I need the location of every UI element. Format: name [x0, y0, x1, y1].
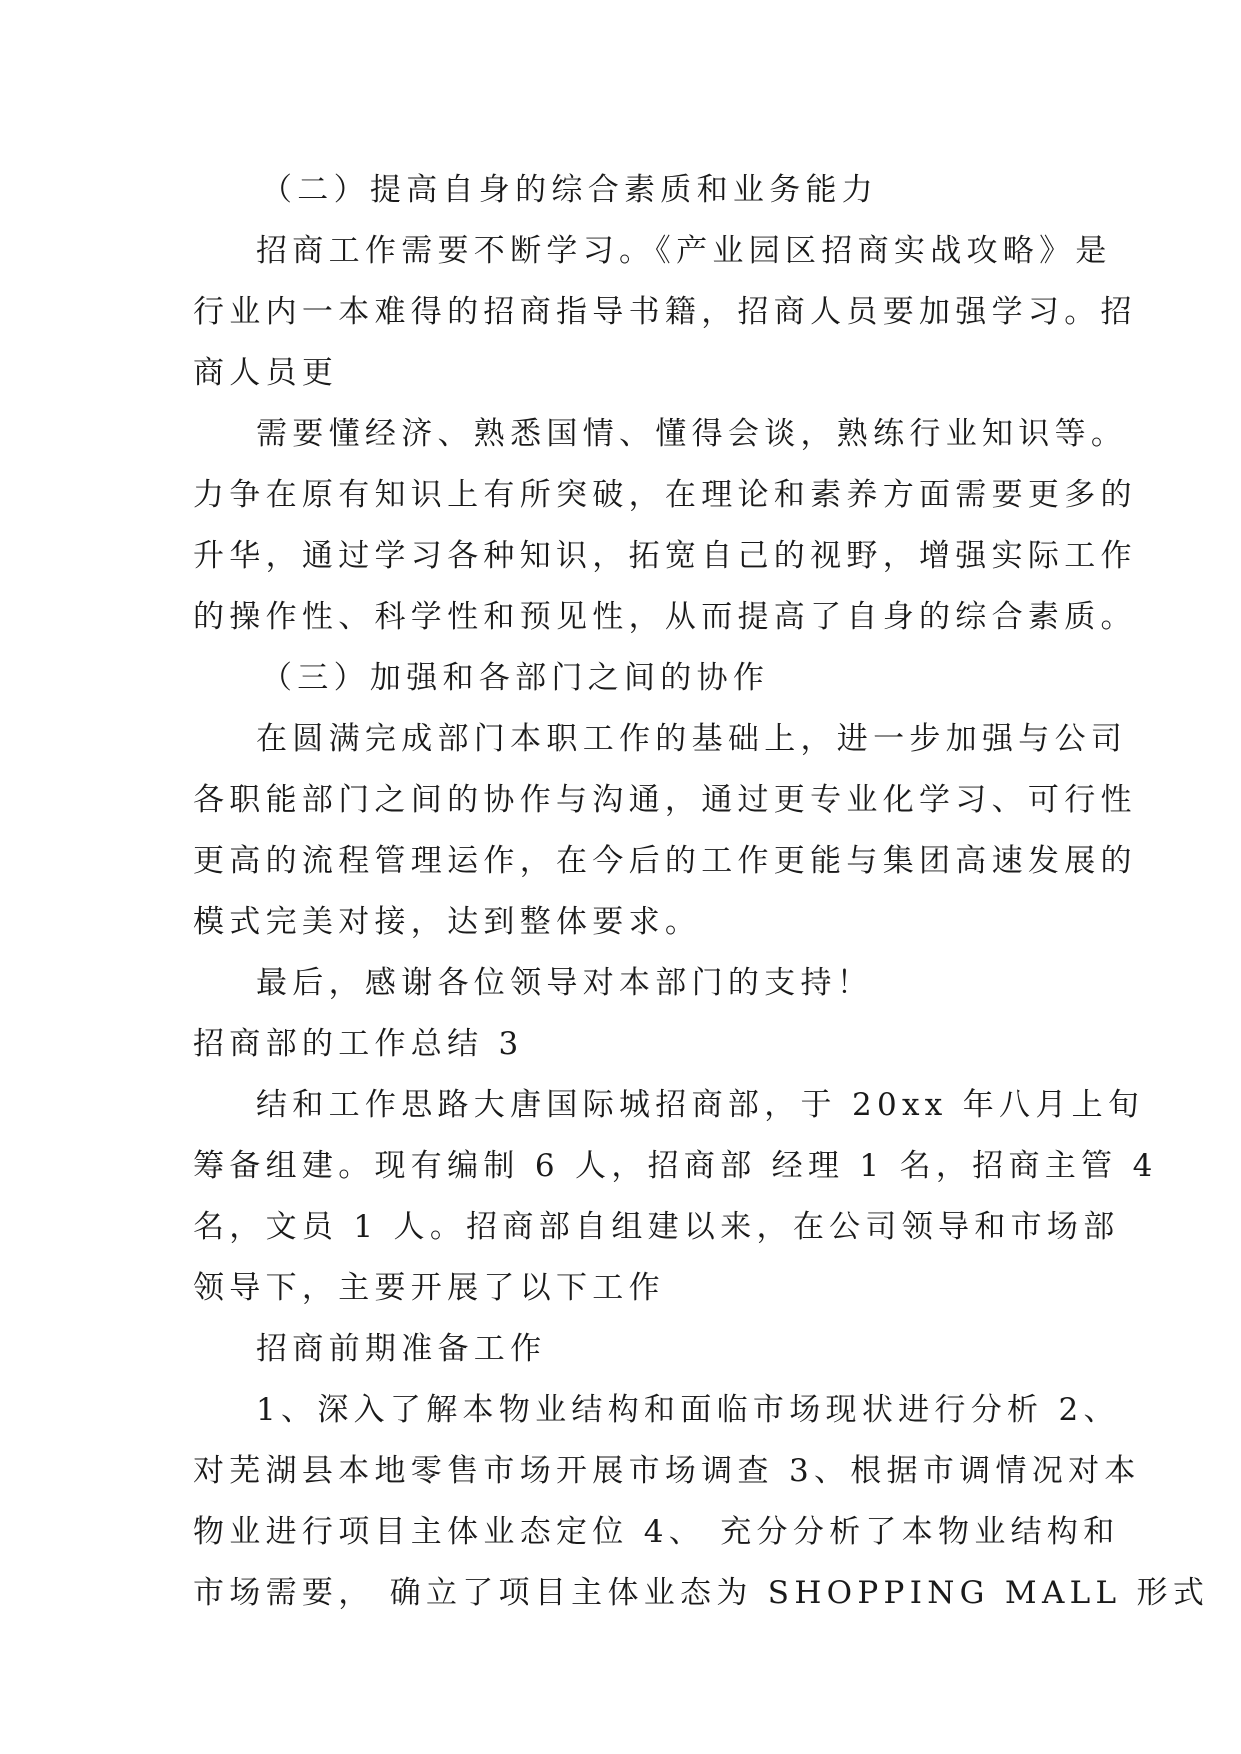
- closing-line: 最后，感谢各位领导对本部门的支持！: [256, 965, 874, 1001]
- paragraph-line: 在圆满完成部门本职工作的基础上，进一步加强与公司: [256, 721, 1128, 757]
- paragraph-line: 模式完美对接，达到整体要求。: [193, 904, 702, 940]
- paragraph-line: 结和工作思路大唐国际城招商部，于 20xx 年八月上旬: [256, 1087, 1145, 1123]
- paragraph-line: 升华，通过学习各种知识，拓宽自己的视野，增强实际工作: [193, 538, 1137, 574]
- paragraph-line: 需要懂经济、熟悉国情、懂得会谈，熟练行业知识等。: [256, 416, 1128, 452]
- paragraph-line: 物业进行项目主体业态定位 4、 充分分析了本物业结构和: [193, 1514, 1120, 1550]
- paragraph-line: 筹备组建。现有编制 6 人，招商部 经理 1 名，招商主管 4: [193, 1148, 1158, 1184]
- paragraph-line: 市场需要， 确立了项目主体业态为 SHOPPING MALL 形式: [193, 1575, 1210, 1611]
- paragraph-line: 行业内一本难得的招商指导书籍，招商人员要加强学习。招: [193, 294, 1137, 330]
- paragraph-line: 领导下，主要开展了以下工作: [193, 1270, 665, 1306]
- paragraph-line: 商人员更: [193, 355, 339, 391]
- section-heading-3: （三）加强和各部门之间的协作: [261, 660, 770, 696]
- paragraph-line: 的操作性、科学性和预见性，从而提高了自身的综合素质。: [193, 599, 1137, 635]
- paragraph-line: 对芜湖县本地零售市场开展市场调查 3、根据市调情况对本: [193, 1453, 1141, 1489]
- document-body: [193, 160, 1210, 1624]
- paragraph-line: 更高的流程管理运作，在今后的工作更能与集团高速发展的: [193, 843, 1137, 879]
- paragraph-line: 1、深入了解本物业结构和面临市场现状进行分析 2、: [256, 1392, 1120, 1428]
- paragraph-line: 招商工作需要不断学习。《产业园区招商实战攻略》是: [256, 233, 1112, 269]
- document-title-3: 招商部的工作总结 3: [193, 1026, 524, 1062]
- subsection-heading: 招商前期准备工作: [256, 1331, 547, 1367]
- section-heading-2: （二）提高自身的综合素质和业务能力: [261, 172, 879, 208]
- paragraph-line: 各职能部门之间的协作与沟通，通过更专业化学习、可行性: [193, 782, 1137, 818]
- paragraph-line: 力争在原有知识上有所突破，在理论和素养方面需要更多的: [193, 477, 1137, 513]
- paragraph-line: 名，文员 1 人。招商部自组建以来，在公司领导和市场部: [193, 1209, 1120, 1245]
